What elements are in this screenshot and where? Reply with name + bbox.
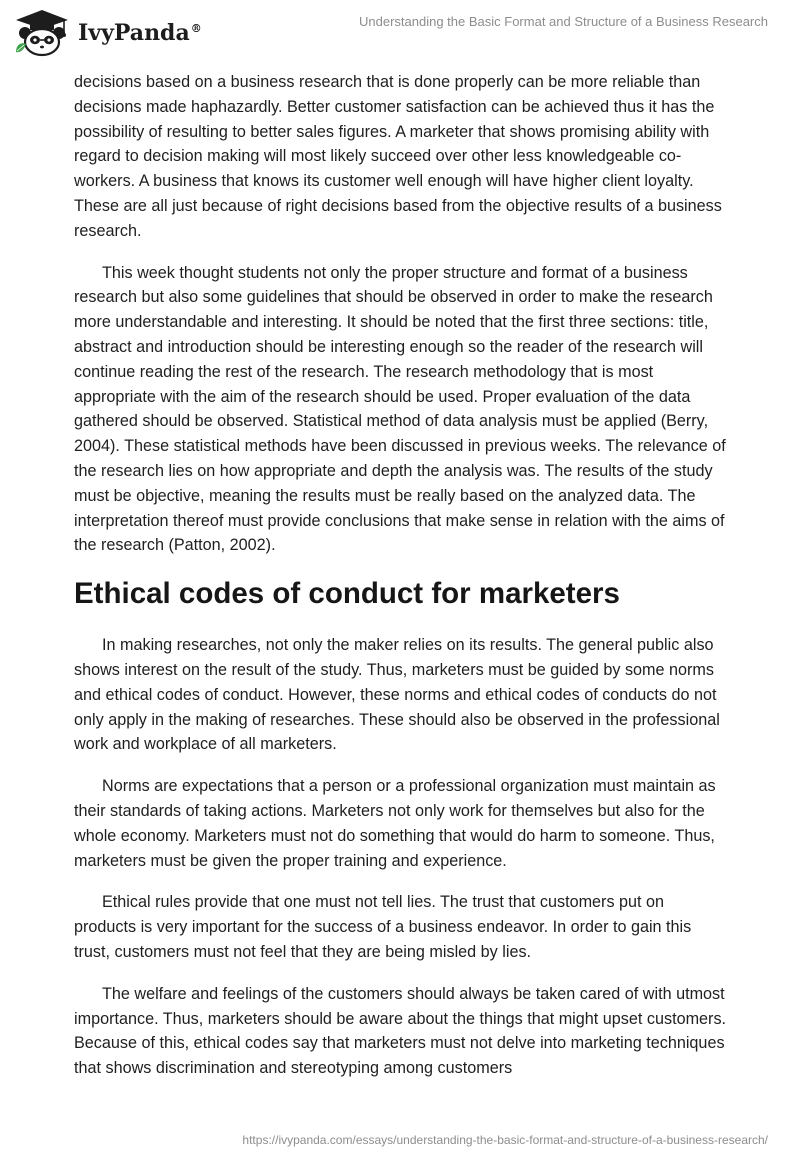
paragraph: Ethical rules provide that one must not tell lies. The trust that customers put on products is very important for the success of a business endeavor. In order to gain this trust, customers must not feel that they are being misled by lies. [74,893,692,961]
panda-graduate-icon [12,8,72,58]
ivypanda-logo[interactable] [12,8,202,58]
source-url[interactable]: https://ivypanda.com/essays/understanding-the-basic-format-and-structure-of-a-business-research/ [242,1133,768,1147]
paragraph: In making researches, not only the maker relies on its results. The general public also shows interest on the result of the study. Thus, marketers must be guided by some norms and ethical codes of conduct. However, these norms and ethical codes of conducts do not only apply in the making of researches. These should also be observed in the professional work and workplace of all marketers. [74,636,720,754]
brand-name: IvyPanda® [78,20,202,46]
paragraph: Norms are expectations that a person or a professional organization must maintain as their standards of taking actions. Marketers not only work for themselves but also for the whole economy. Marketers must not do something that would do harm to someone. Thus, marketers must be given the proper training and experience. [74,777,716,870]
paragraph: decisions based on a business research that is done properly can be more reliable than decisions made haphazardly. Better customer satisfaction can be achieved thus it has the possibility of resulting to better sales figures. A marketer that shows promising ability with regard to decision making will most likely succeed over other less knowledgeable co-workers. A business that knows its customer well enough will have higher client loyalty. These are all just because of right decisions based from the objective results of a business research. [74,73,722,240]
paragraph: This week thought students not only the proper structure and format of a business research but also some guidelines that should be observed in order to make the research more understandable and interesting. It should be noted that the first three sections: title, abstract and introduction should be interesting enough so the reader of the research will continue reading the rest of the research. The research methodology that is most appropriate with the aim of the research should be used. Proper evaluation of the data gathered should be observed. Statistical method of data analysis must be applied (Berry, 2004). These statistical methods have been discussed in previous weeks. The relevance of the research lies on how appropriate and depth the analysis was. The results of the study must be objective, meaning the results must be really based on the analyzed data. The interpretation thereof must provide conclusions that make sense in relation with the aims of the research (Patton, 2002). [74,263,726,555]
paragraph: The welfare and feelings of the customers should always be taken cared of with utmost importance. Thus, marketers should be aware about the things that might upset customers. Because of this, ethical codes say that marketers must not delve into marketing techniques that shows discrimination and stereotyping among customers [74,984,727,1078]
page-header [0,0,800,66]
document-title: Understanding the Basic Format and Structure of a Business Research [359,14,768,29]
article-body [74,70,730,1098]
section-heading: Ethical codes of conduct for marketers [74,577,620,611]
